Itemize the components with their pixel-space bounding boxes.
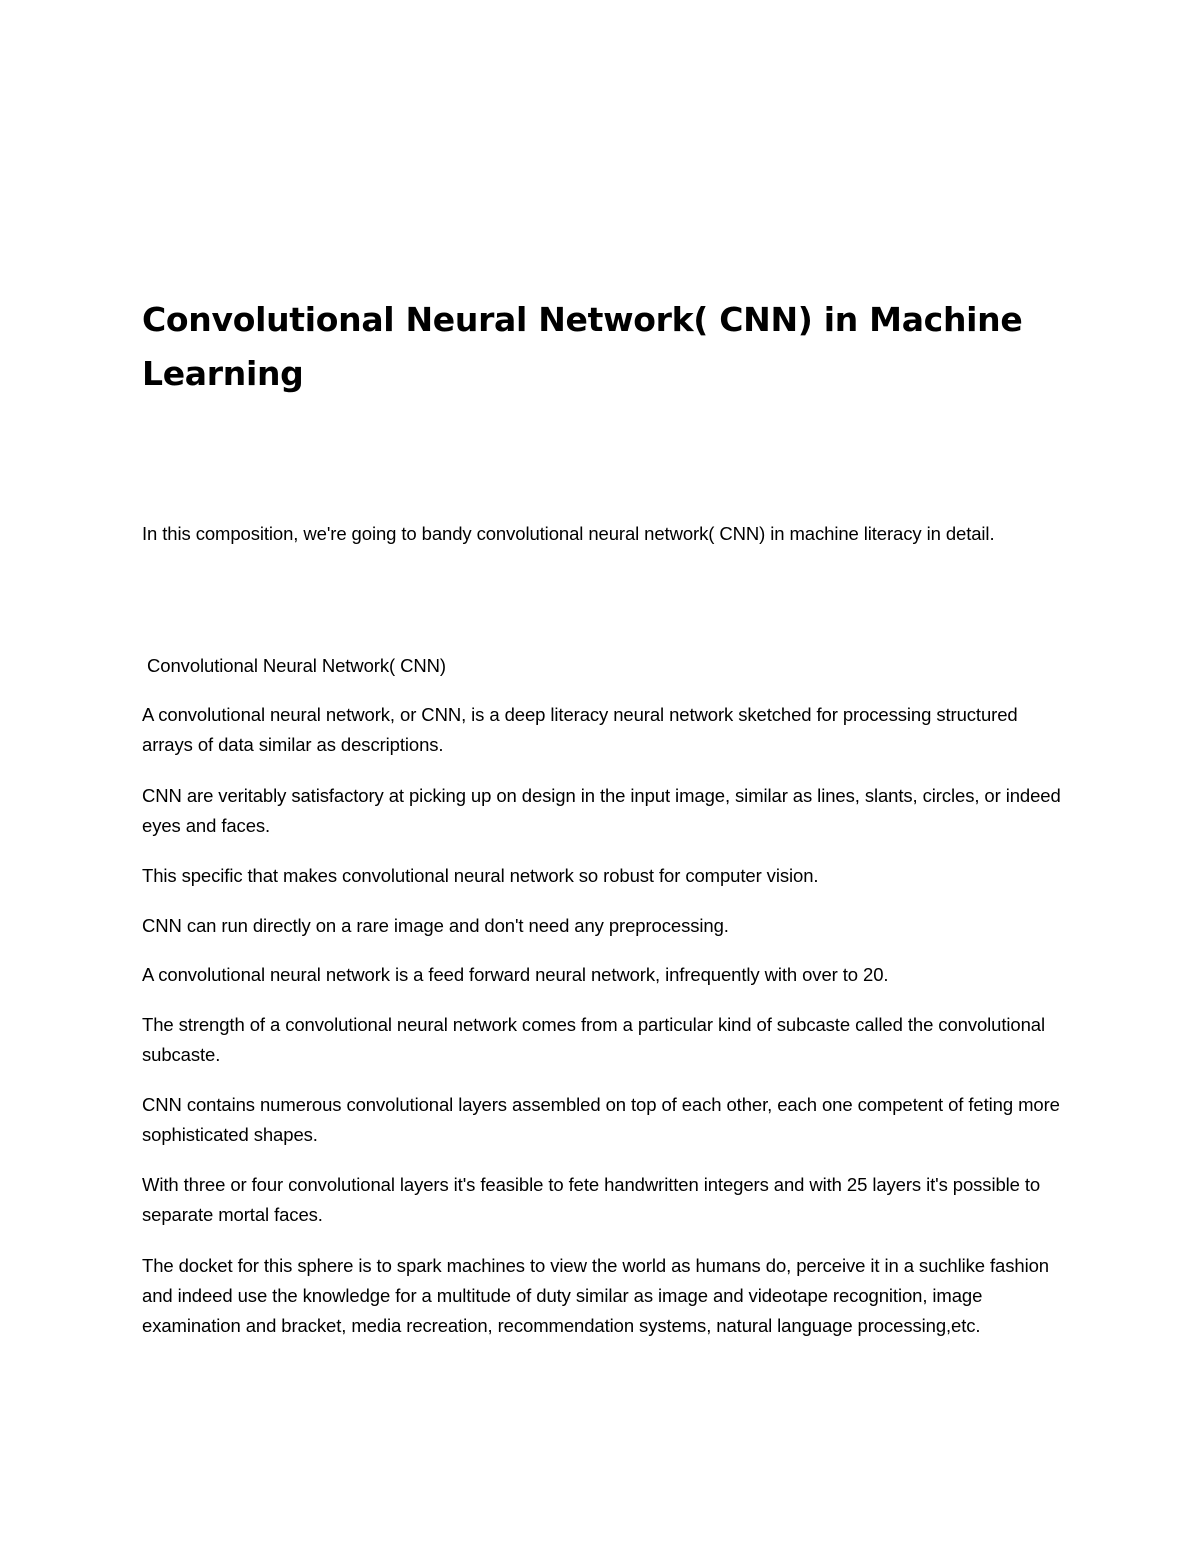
- body-paragraph-6: The strength of a convolutional neural network comes from a particular kind of subcaste called the convolutional subcaste.: [142, 1014, 1045, 1065]
- body-paragraph-7: CNN contains numerous convolutional layers assembled on top of each other, each one competent of feting more sophisticated shapes.: [142, 1094, 1060, 1145]
- body-paragraph-4: CNN can run directly on a rare image and don't need any preprocessing.: [142, 915, 729, 936]
- body-paragraph-5: A convolutional neural network is a feed forward neural network, infrequently with over to 20.: [142, 964, 889, 985]
- section-subheading: Convolutional Neural Network( CNN): [142, 655, 446, 676]
- body-paragraph-9: The docket for this sphere is to spark machines to view the world as humans do, perceive it in a suchlike fashion and indeed use the knowledge for a multitude of duty similar as image and videotape recognition, image examination and bracket, media recreation, recommendation systems, natural language processing,etc.: [142, 1255, 1049, 1336]
- body-paragraph-1: A convolutional neural network, or CNN, is a deep literacy neural network sketched for processing structured arrays of data similar as descriptions.: [142, 704, 1018, 755]
- body-paragraph-3: This specific that makes convolutional neural network so robust for computer vision.: [142, 865, 819, 886]
- body-paragraph-8: With three or four convolutional layers it's feasible to fete handwritten integers and with 25 layers it's possible to separate mortal faces.: [142, 1174, 1041, 1225]
- body-paragraph-2: CNN are veritably satisfactory at picking up on design in the input image, similar as lines, slants, circles, or indeed eyes and faces.: [142, 785, 1061, 836]
- intro-paragraph: In this composition, we're going to bandy convolutional neural network( CNN) in machine literacy in detail.: [142, 523, 995, 544]
- document-title: Convolutional Neural Network( CNN) in Machine Learning: [142, 300, 1023, 393]
